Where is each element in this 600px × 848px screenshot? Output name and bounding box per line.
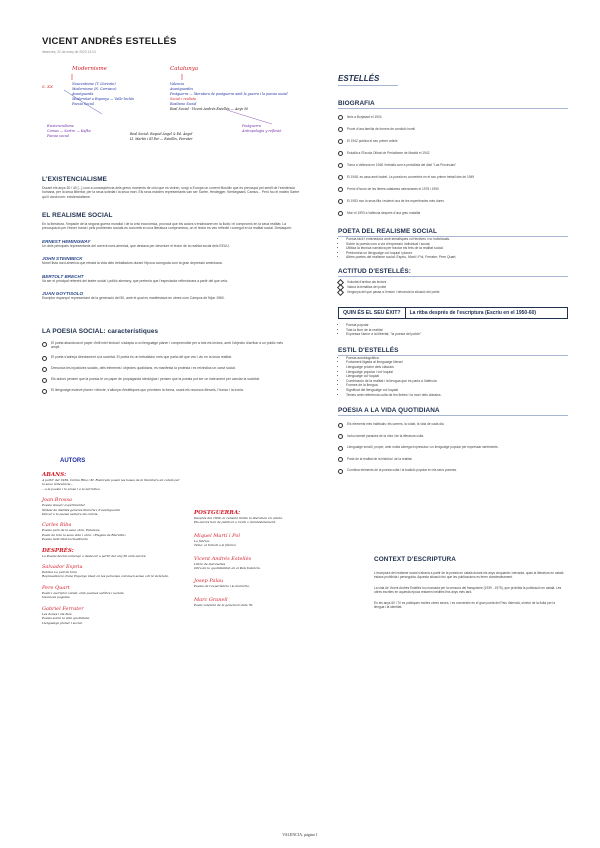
autor-line: Representació d'una Espanya ideal on les persones conviuen sense odi ni violència. xyxy=(42,574,170,579)
biografia-item: Prové d'una família de forners de condició humil xyxy=(338,127,568,132)
poesia-section xyxy=(42,328,300,399)
autor-line: Poesia pura de la seua obra, Estances xyxy=(42,528,100,533)
map-arrows xyxy=(42,62,312,162)
exit-list xyxy=(338,323,568,337)
map-col-right: Catalunya xyxy=(170,66,199,72)
poesia-item: El poeta s'adreça directament a la societat. El poeta és un treballador més que parla del que veu i viu en la seua realitat. xyxy=(42,355,300,361)
map-bottom-left: Existencialisme Camus — Sartre — Kafka Poesia social xyxy=(47,124,91,138)
autor-line: Després del 1939, la censura limita la literatura en català. xyxy=(194,516,283,520)
actitud-item: Vergonya del que passa a l'entorn i denuncia la situació del poble. xyxy=(338,290,568,295)
actitud-item: Voluntat d'arribar als lectors xyxy=(338,280,568,285)
autor-line: Poeta i escriptor català, amb poemes satírics i socials. xyxy=(42,590,125,595)
poeta-item: • Altres poetes del realisme social: Espriu, Martí i Pol, Ferrater, Pere Quart. xyxy=(346,255,568,260)
existencialisme-title: L'EXISTENCIALISME xyxy=(42,176,108,183)
estelles-title: ESTELLÉS xyxy=(338,74,398,86)
poesia-item: Els autors pensen que la poesia té un paper de propaganda ideològica i pensen que la poesia pot ser un instrument per canviar la societat. xyxy=(42,377,300,383)
author-heading: JOHN STEINBECK xyxy=(42,256,83,262)
autors-left xyxy=(42,472,182,625)
poeta-item: • Sobre la poesia com a via d'expressió individual i social. xyxy=(346,242,568,247)
biografia-item: Premi d'honor de les lletres catalanes valencianes el 1978 i 1990 xyxy=(338,187,568,192)
author-text: Novel·lista nord-americà que retratà la vida dels treballadors durant l'època coneguda com la gran depressió americana. xyxy=(42,261,223,266)
biografia-item: Morí el 1993 a València després d'una greu malaltia xyxy=(338,211,568,216)
autor-line: A partir del 1939, Carles Riba i M. Rodoreda posen les bases de la literatura en català per la seua rellevància... xyxy=(42,478,180,487)
autor-line: Poesia molt intel·lectualitzada xyxy=(42,537,88,542)
author-text: Escriptor espanyol representant de la generació del 50, amb el qual es manifestava en obres com Campos de Níjar 1960. xyxy=(42,296,225,301)
autor-head: Joan Brossa xyxy=(42,497,72,504)
author-heading: JUAN GOYTISOLO xyxy=(42,291,84,297)
quotidiana-list xyxy=(338,422,568,474)
poesia-item: El poeta abandona el paper d'elit intel·lectual i s'adapta a un llenguatge planer i comprensible per a tots els lectors, amb l'objectiu d'arribar a un públic més ampli. xyxy=(42,341,300,350)
autor-line: Deixar a la poesia sempre els canvis. xyxy=(42,512,99,517)
autor-head: Josep Palau xyxy=(194,578,224,585)
quotidiana-item: Llenguatge senzill, proper, amb molta càrrega expressiva i un llenguatge popular per expressar sentiments. xyxy=(338,445,568,451)
poesia-item: El llenguatge esdevé planer i directe, s'allunya d'estètiques que prioritzen la forma, usant els recursos literaris, l'humor i la ironia. xyxy=(42,388,300,394)
actitud-item: Valora la temàtica del poble xyxy=(338,285,568,290)
exit-box xyxy=(338,307,568,319)
autor-head: Pere Quart xyxy=(42,584,70,591)
exit-item: • Tota la llum de la realitat xyxy=(346,328,568,333)
autor-line: Llibre de meravelles xyxy=(194,561,226,566)
biografia-item: Torna a València en 1948 i treballa com a periodista del diari "Las Provincias" xyxy=(338,163,568,168)
exit-item: • Poesia popular xyxy=(346,323,568,328)
estil-item: • Llenguatge popular i col·loquial xyxy=(346,370,568,375)
autors-right xyxy=(194,510,314,607)
estil-item: • Llenguatge col·loquial xyxy=(346,374,568,379)
map-right-lines: Valencia Avantguardes Postguerra — literatura de postguerra amb la guerra i la poesia social Social i realista Realisme Social Real Social - Vicent Andrés Estellés — Anys 50 xyxy=(170,82,288,111)
map-col-left: Modernisme xyxy=(72,66,107,72)
autor-line: La fàbrica xyxy=(194,538,210,543)
autor-line: Les dones i els dies xyxy=(42,611,72,616)
map-left-lines: Noucentisme (T. Llorente) Modernisme (N. Carrasco) Avantguarda Modernitat a Espanya — Valle-Inclán Poesia Social xyxy=(72,82,135,106)
author-heading: BERTOLT BRECHT xyxy=(42,273,84,279)
poeta-title: POETA DEL REALISME SOCIAL xyxy=(338,228,568,237)
autor-line: Vacances pagades xyxy=(42,595,70,600)
quotidiana-item: Parla de la realitat de la història i de la realitat. xyxy=(338,457,568,463)
estil-item: • Temes amb referència culta de les lletres i la mort dels clàssics. xyxy=(346,393,568,398)
map-bottom-right: Postguerra Antropologia y reflexió xyxy=(242,124,282,133)
biografia-item: Neix a Burjassot el 1924 xyxy=(338,115,568,120)
autor-line: Poeta valencià de la generació dels 70. xyxy=(194,602,254,607)
poeta-item: • Poesia fàcil i entenedora amb temàtiques col·lectives i no individuals. xyxy=(346,237,568,242)
autor-line: Poeta de tota la seua vida i obra: «Elegies de Bierville» xyxy=(42,532,126,537)
concept-map xyxy=(42,62,312,162)
biografia-item: El 1953 mor la seua filla i esdevé una de les experiències més dures xyxy=(338,199,568,204)
author-heading: ERNEST HEMINGWAY xyxy=(42,238,91,244)
realisme-section xyxy=(42,212,300,300)
quotidiana-item: Combina elements de la poesia culta i la tradició popular en els seus poemes. xyxy=(338,468,568,474)
existencialisme-section xyxy=(42,176,300,199)
map-row-label: S. XX xyxy=(42,84,53,89)
quotidiana-title: POESIA A LA VIDA QUOTIDIANA xyxy=(338,407,568,416)
estil-item: • Fortament lligada al llenguatge literari xyxy=(346,360,568,365)
quotidiana-item: Els elements més habituals: els carrers, la ciutat, la vida de cada dia. xyxy=(338,422,568,428)
biografia-title: BIOGRAFIA xyxy=(338,100,568,109)
autor-line: Els autors han de publicar a l'exili o clandestinament. xyxy=(194,520,276,525)
author-text: Un dels principals representants del corrent nord-americà, que destaca per descriure el lector de la realitat social dels EEUU. xyxy=(42,243,230,248)
autor-line: Poesia sobre la vida quotidiana xyxy=(42,616,90,621)
page-title: VICENT ANDRÉS ESTELLÉS xyxy=(42,36,177,47)
autor-line: Poesia de l'experiència i la memòria. xyxy=(194,584,250,589)
autor-head: Salvador Espriu xyxy=(42,564,83,571)
autor-head: Marc Granell xyxy=(194,596,228,603)
autors-title: AUTORS xyxy=(60,458,86,464)
estil-item: • Llenguatge pròxim dels clàssics xyxy=(346,365,568,370)
context-section xyxy=(374,556,564,609)
biografia-item: El 1948, es casa amb Isabel. La poesia es converteix en el seu primer treball des de 1949 xyxy=(338,175,568,180)
poesia-item: Denuncia les injustícies socials, dels elements i objectes quotidians, es manifesta la protesta i es reivindica un canvi social. xyxy=(42,366,300,372)
realisme-title: EL REALISME SOCIAL xyxy=(42,212,113,219)
biografia-list xyxy=(338,115,568,216)
autor-line: Llenguatge planer i social. xyxy=(42,620,83,625)
exit-text: La ritba després de l'escriptura (Escriu en el 1950-60) xyxy=(409,309,537,316)
estil-item: • Combinació de la realitat i la llengua que es parla a València xyxy=(346,379,568,384)
biografia-item: El 1942 publica el seu primer article xyxy=(338,139,568,144)
autor-head: ABANS: xyxy=(42,472,67,478)
actitud-title: ACTITUD D'ESTELLÉS: xyxy=(338,268,568,277)
author-text: Va ser el principal referent del teatre social i polític alemany, que pretenia que l'espectador reflexionara a partir del que veia. xyxy=(42,278,228,283)
autor-head: Miquel Martí i Pol xyxy=(194,532,240,539)
autor-line: La Poesia Social comença a destacar a partir del any 50 amb autors: xyxy=(42,553,147,558)
poesia-title: LA POESIA SOCIAL: característiques xyxy=(42,328,159,335)
estil-item: • Significat del llenguatge col·loquial xyxy=(346,388,568,393)
autor-line: Poesia visual i experimental xyxy=(42,503,85,508)
estil-list xyxy=(338,356,568,397)
autor-head: DESPRÉS: xyxy=(42,547,74,554)
poeta-item: • Utilitza la tècnica narrativa per tractar els fets de la realitat social. xyxy=(346,246,568,251)
exit-item: • Expressa l'amor a la llibertat, "la poesia del poble" xyxy=(346,332,568,337)
page-meta: dimecres, 22 de març de 2023 13:13 xyxy=(42,50,96,54)
autor-line: Síntesi de distints gèneres literaris i d'avantguarda xyxy=(42,507,121,512)
context-paragraph: En els anys 60 i 70 es publiquen moltes obres seues, i es converteix en el gran poeta del País Valencià, símbol de la lluita per la llengua i la identitat. xyxy=(374,600,556,610)
poeta-list xyxy=(338,237,568,260)
existencialisme-text: Durant els anys 30 i 40 [...] com a conseqüència dels greus moments de crisi que es viviren, sorgí a Europa un corrent filosòfic que es preocupà pel sentit de l'existència humana, per la seua llibertat, per la seua soledat i la seua mort. Els seus màxims representants van ser Sartre, Heidegger, Kierkegaard, Camus... Però fou el mateix Sartre qui li donà nom: existencialisme. xyxy=(42,186,300,199)
realisme-text: En la literatura, l'impacte de la segona guerra mundial i de la crisi econòmica, provocà que els autors s'endinsaren en la lluita i el compromís en la seua realitat. La preocupació per l'ésser humà i pels problemes socials es concretà en una literatura compromesa, on el lector es veu reflectit i conegut en la realitat social. Destaquen: xyxy=(42,222,292,231)
autor-line: Obra de la quotidianitat en el País Valencià. xyxy=(194,566,261,571)
map-bottom-mid: Real Social: Raquel Ángel & Ed. Ángel Ll. Martín i El Far — Estellés, Ferrater xyxy=(130,132,193,141)
biografia-item: Estudià a l'Escola Oficial de Periodisme de Madrid el 1942 xyxy=(338,151,568,156)
exit-label: QUIN ÉS EL SEU ÈXIT? xyxy=(339,308,406,318)
estelles-column xyxy=(338,74,568,480)
poeta-item: • Predomina un llenguatge col·loquial i planer. xyxy=(346,251,568,256)
autor-head: Gabriel Ferrater xyxy=(42,605,84,612)
context-paragraph: La vida de Vicent Andrés Estellés fou marcada per la censura del franquisme (1939 - 1975), que prohibia la publicació en català. Les obres escrites en aquesta època restaren inèdites fins anys més tard. xyxy=(374,585,562,595)
estil-item: • Formes de la llengua xyxy=(346,383,568,388)
page-footer: VALENCIA, página 1 xyxy=(282,832,318,837)
quotidiana-item: Inclou també paraules de la vida i de la literatura culta. xyxy=(338,434,568,440)
estil-title: ESTIL D'ESTELLÉS xyxy=(338,347,568,356)
context-title: CONTEXT D'ESCRIPTURA xyxy=(374,556,456,563)
autor-line: Publica La pell de brau xyxy=(42,570,78,575)
context-paragraph: L'escriptura del realisme social s'aixecà a partir de la poesia en català durant els anys cinquanta i seixanta, quan la literatura en català estava prohibida i perseguida. Aquesta situació feu que les publicacions es feren clandestinament. xyxy=(374,571,564,580)
autor-line: ...a la poesia i la prosa i a la narrativa. xyxy=(42,486,101,491)
autor-head: Carles Riba xyxy=(42,522,72,529)
autor-head: POSTGUERRA: xyxy=(194,510,241,516)
autor-line: Tema: el treball a la fàbrica xyxy=(194,543,236,548)
estil-item: • Poesia autobiogràfica xyxy=(346,356,568,361)
autor-head: Vicent Andrés Estellés xyxy=(194,555,252,562)
